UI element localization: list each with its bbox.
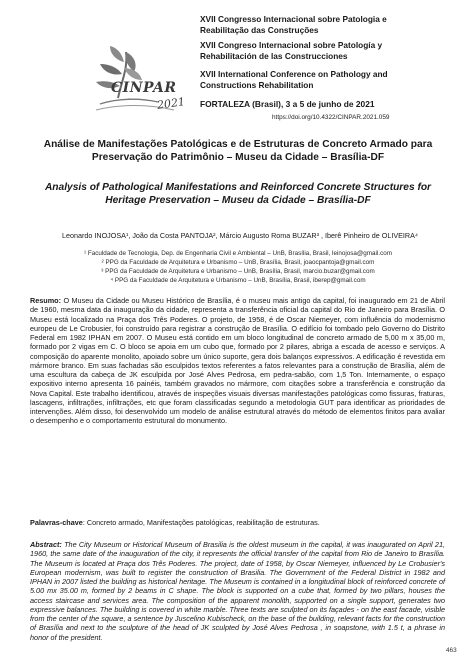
paper-title-pt: Análise de Manifestações Patológicas e de Estruturas de Concreto Armado para Preservação do Patrimônio – Museu da Cidade – Brasília-DF	[43, 139, 433, 163]
doi-link[interactable]: https://doi.org/10.4322/CINPAR.2021.059	[272, 114, 390, 121]
author-list: Leonardo INOJOSA¹, João da Costa PANTOJA², Márcio Augusto Roma BUZAR³ , Iberê Pinheiro de OLIVEIRA⁴	[62, 231, 418, 240]
resumo-paragraph	[30, 296, 445, 426]
conference-name-pt: XVII Congresso Internacional sobre Patologia e Reabilitação das Construções	[200, 14, 387, 35]
affiliation-1: ¹ Faculdade de Tecnologia, Dep. de Engenharia Civil e Ambiental – UnB, Brasília, Brasil, leinojosa@gmail.com	[84, 250, 392, 257]
keywords-paragraph	[30, 518, 445, 527]
abstract-label: Abstract:	[30, 540, 62, 549]
affiliation-4: ⁴ PPG da Faculdade de Arquitetura e Urbanismo – UnB, Brasília, Brasil, iberep@gmail.com	[110, 276, 366, 284]
affiliation-3: ³ PPG da Faculdade de Arquitetura e Urbanismo – UnB, Brasília, Brasil, marcio.buzar@gmail.com	[101, 267, 375, 275]
page-number: 463	[446, 647, 457, 654]
conference-location: FORTALEZA (Brasil), 3 a 5 de junho de 2021	[200, 99, 375, 109]
affiliations	[38, 250, 438, 286]
conference-name-en: XVII International Conference on Pathology and Constructions Rehabilitation	[200, 69, 388, 90]
conference-name-es: XVII Congreso Internacional sobre Patología y Rehabilitación de las Construcciones	[200, 40, 383, 61]
logo-wordmark: CINPAR	[111, 80, 177, 96]
conference-header	[0, 0, 474, 128]
resumo-label: Resumo:	[30, 296, 62, 305]
paper-title-en: Analysis of Pathological Manifestations and Reinforced Concrete Structures for Heritage Preservation – Museu da Cidade – Brasília-DF	[44, 182, 432, 206]
logo-year: 2021	[156, 95, 186, 112]
keywords-label: Palavras-chave	[30, 518, 83, 527]
abstract-paragraph	[30, 540, 445, 642]
abstract-text: The City Museum or Historical Museum of Brasilia is the oldest museum in the capital, it was inaugurated on April 21, 1960, the same date of the inauguration of the city, it represents the official transfer of the capital from Rio de Janeiro to Brasília. The Museum is located at Praça dos Três Poderes. The project, date of 1958, by Oscar Niemeyer, influenced by Le Crobusier's European modernism, was built to register the construction of Brasilia. The Government of the Federal District in 1982 and IPHAN in 2007 listed the building as historical heritage. The Museum is contained in a longitudinal block of reinforced concrete of 5.00 mx 35.00 m, formed by 2 beams in C shape. The block is supported on a cube that, formed by two pillars, houses the access staircase and services area. The composition of the apparent monolith, supported on a single support, generates two expressive balances. The building is covered in white marble. Three texts are sculpted on its façades - on the east facade, visible from the center of the square, a sentence by Juscelino Kubischeck, on the base of the building, relevant facts for the construction of Brasília and next to the sculpture of the head of JK sculpted by José Alves Pedrosa , in soapstone, with 1.5 t, a phrase in honor of the president.	[30, 540, 445, 642]
affiliation-2: ² PPG da Faculdade de Arquitetura e Urbanismo – UnB, Brasília, Brasil, joaocpantoja@gmail.com	[101, 258, 375, 266]
resumo-text: O Museu da Cidade ou Museu Histórico de Brasília, é o museu mais antigo da capital, foi inaugurado em 21 de Abril de 1960, mesma data da inauguração da cidade, representa a transferência oficial da capital do Rio de Janeiro para Brasília. O Museu está localizado na Praça dos Três Poderes. O projeto, de 1958, é de Oscar Niemeyer, com influência do modernismo europeu de Le Crobusier, foi construído para registrar a construção de Brasília. O edifício foi tombado pelo Governo do Distrito Federal em 1982 IPHAN em 2007. O Museu está contido em um bloco longitudinal de concreto armado de 5,00 m x 35,00 m, formado por 2 vigas em C. O bloco se apoia em um cubo que, formado por 2 pilares, abriga a escada de acesso e serviços. A composição do aparente monolito, apoiado sobre um único suporte, gera dois balanços expressivos. A edificação é revestida em mármore branco. Em suas fachadas são esculpidos textos referentes a fatos relevantes para a construção de Brasília, além de uma escultura da cabeça de JK esculpida por José Alves Pedrosa, em pedra-sabão, com 1,5 Ton. Internamente, o espaço expositivo interno apresenta 16 painéis, também gravados no mármore, com citações sobre a transferência e construção da Nova Capital. Este trabalho identificou, através de inspeções visuais diversas manifestações patológicas como fissuras, fraturas, lascagens, infiltrações, infiltrações, etc que foram classificadas segundo a metodologia GUT para identificar as prioridades de intervenções. Além disso, foi desenvolvido um modelo de análise estrutural através do método de elementos finitos para avaliar o desempenho e o comportamento estrutural do monumento.	[30, 296, 446, 426]
keywords-text: : Concreto armado, Manifestações patológicas, reabilitação de estruturas.	[82, 518, 320, 527]
